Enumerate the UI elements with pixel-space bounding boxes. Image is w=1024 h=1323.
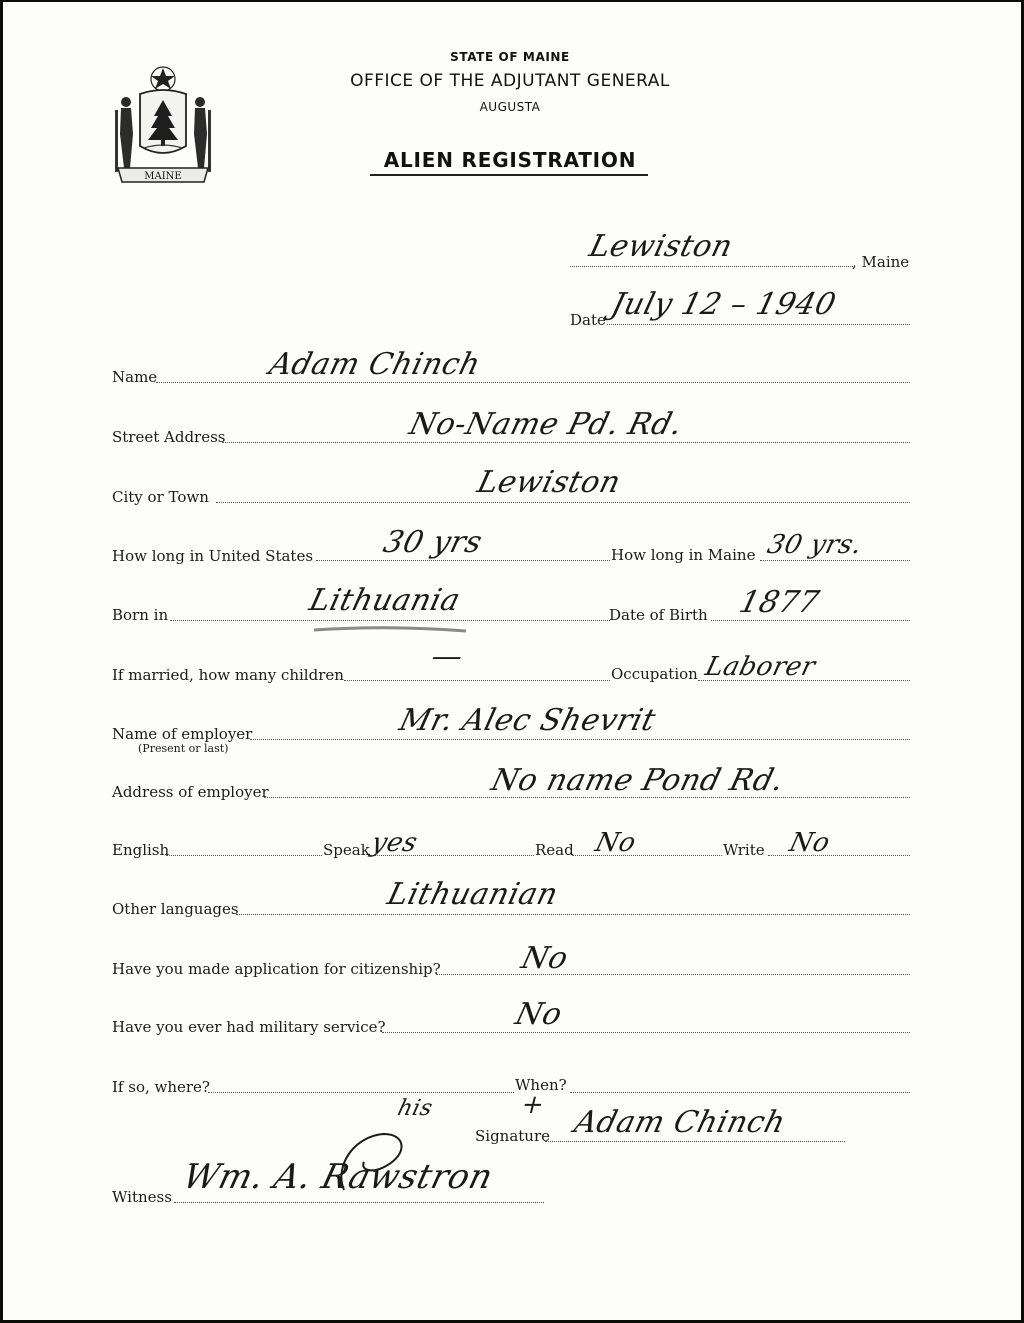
name-label: Name	[112, 368, 158, 386]
city-value: Lewiston	[473, 465, 625, 500]
english-line	[166, 855, 322, 856]
born-in-label: Born in	[112, 606, 169, 624]
employer-address-label: Address of employer	[112, 783, 269, 801]
seal-banner-text: MAINE	[144, 171, 182, 182]
military-value: No	[511, 997, 566, 1032]
citizenship-value: No	[517, 941, 572, 976]
title-underline	[370, 174, 648, 176]
place-value: Lewiston	[585, 229, 737, 264]
city-line	[216, 502, 910, 503]
occupation-label: Occupation	[611, 665, 698, 683]
speak-label: Speak	[323, 841, 370, 859]
signature-label: Signature	[475, 1127, 551, 1145]
citizenship-line	[436, 974, 910, 975]
where-label: If so, where?	[112, 1078, 210, 1096]
children-label: If married, how many children	[112, 666, 344, 684]
name-line	[156, 382, 910, 383]
other-languages-label: Other languages	[112, 900, 239, 918]
date-line	[607, 324, 910, 325]
header-state: STATE OF MAINE	[450, 50, 570, 64]
maine-duration-value: 30 yrs.	[764, 530, 866, 560]
when-line	[570, 1092, 910, 1093]
when-label: When?	[515, 1076, 567, 1094]
state-seal-icon	[110, 64, 216, 190]
occupation-value: Laborer	[702, 652, 819, 682]
us-duration-label: How long in United States	[112, 547, 314, 565]
scan-border-top	[0, 0, 1024, 2]
read-label: Read	[535, 841, 574, 859]
military-label: Have you ever had military service?	[112, 1018, 386, 1036]
witness-flourish-mark	[324, 1126, 414, 1196]
signature-line	[545, 1141, 845, 1142]
witness-label: Witness	[112, 1188, 172, 1206]
dob-line	[711, 620, 910, 621]
employer-value: Mr. Alec Shevrit	[395, 703, 660, 738]
military-line	[382, 1032, 910, 1033]
date-value: July 12 – 1940	[607, 287, 840, 322]
signature-mark: +	[518, 1090, 549, 1120]
signature-value: Adam Chinch	[570, 1105, 790, 1140]
witness-value: Wm. A. Rawstron	[179, 1157, 497, 1197]
children-value: —	[427, 639, 467, 674]
employer-line	[250, 739, 910, 740]
name-value: Adam Chinch	[265, 347, 485, 382]
scan-border-left	[0, 0, 3, 1323]
where-line	[208, 1092, 514, 1093]
speak-value: yes	[368, 828, 421, 858]
employer-address-value: No name Pond Rd.	[487, 763, 788, 798]
place-suffix: , Maine	[852, 253, 910, 271]
street-value: No-Name Pd. Rd.	[405, 407, 687, 442]
dob-label: Date of Birth	[609, 606, 708, 624]
other-languages-line	[236, 914, 910, 915]
us-duration-line	[316, 560, 610, 561]
street-label: Street Address	[112, 428, 226, 446]
place-line	[570, 266, 853, 267]
write-value: No	[786, 828, 834, 858]
read-value: No	[592, 828, 640, 858]
header-office: OFFICE OF THE ADJUTANT GENERAL	[350, 71, 670, 91]
date-label: Date	[570, 311, 606, 329]
other-languages-value: Lithuanian	[383, 877, 562, 912]
born-in-value: Lithuania	[305, 583, 464, 618]
dob-value: 1877	[735, 585, 823, 620]
citizenship-label: Have you made application for citizenship?	[112, 960, 441, 978]
page-title: ALIEN REGISTRATION	[383, 148, 637, 172]
signature-his: his	[395, 1096, 436, 1121]
born-in-underscore-mark	[310, 624, 470, 636]
header-city: AUGUSTA	[479, 100, 541, 114]
us-duration-value: 30 yrs	[379, 525, 486, 560]
born-in-line	[170, 620, 610, 621]
employer-sublabel: (Present or last)	[138, 742, 229, 755]
street-line	[222, 442, 910, 443]
children-line	[344, 680, 610, 681]
maine-duration-label: How long in Maine	[611, 546, 756, 564]
english-label: English	[112, 841, 170, 859]
write-label: Write	[723, 841, 765, 859]
city-label: City or Town	[112, 488, 209, 506]
employer-label: Name of employer	[112, 725, 253, 743]
witness-line	[174, 1202, 544, 1203]
